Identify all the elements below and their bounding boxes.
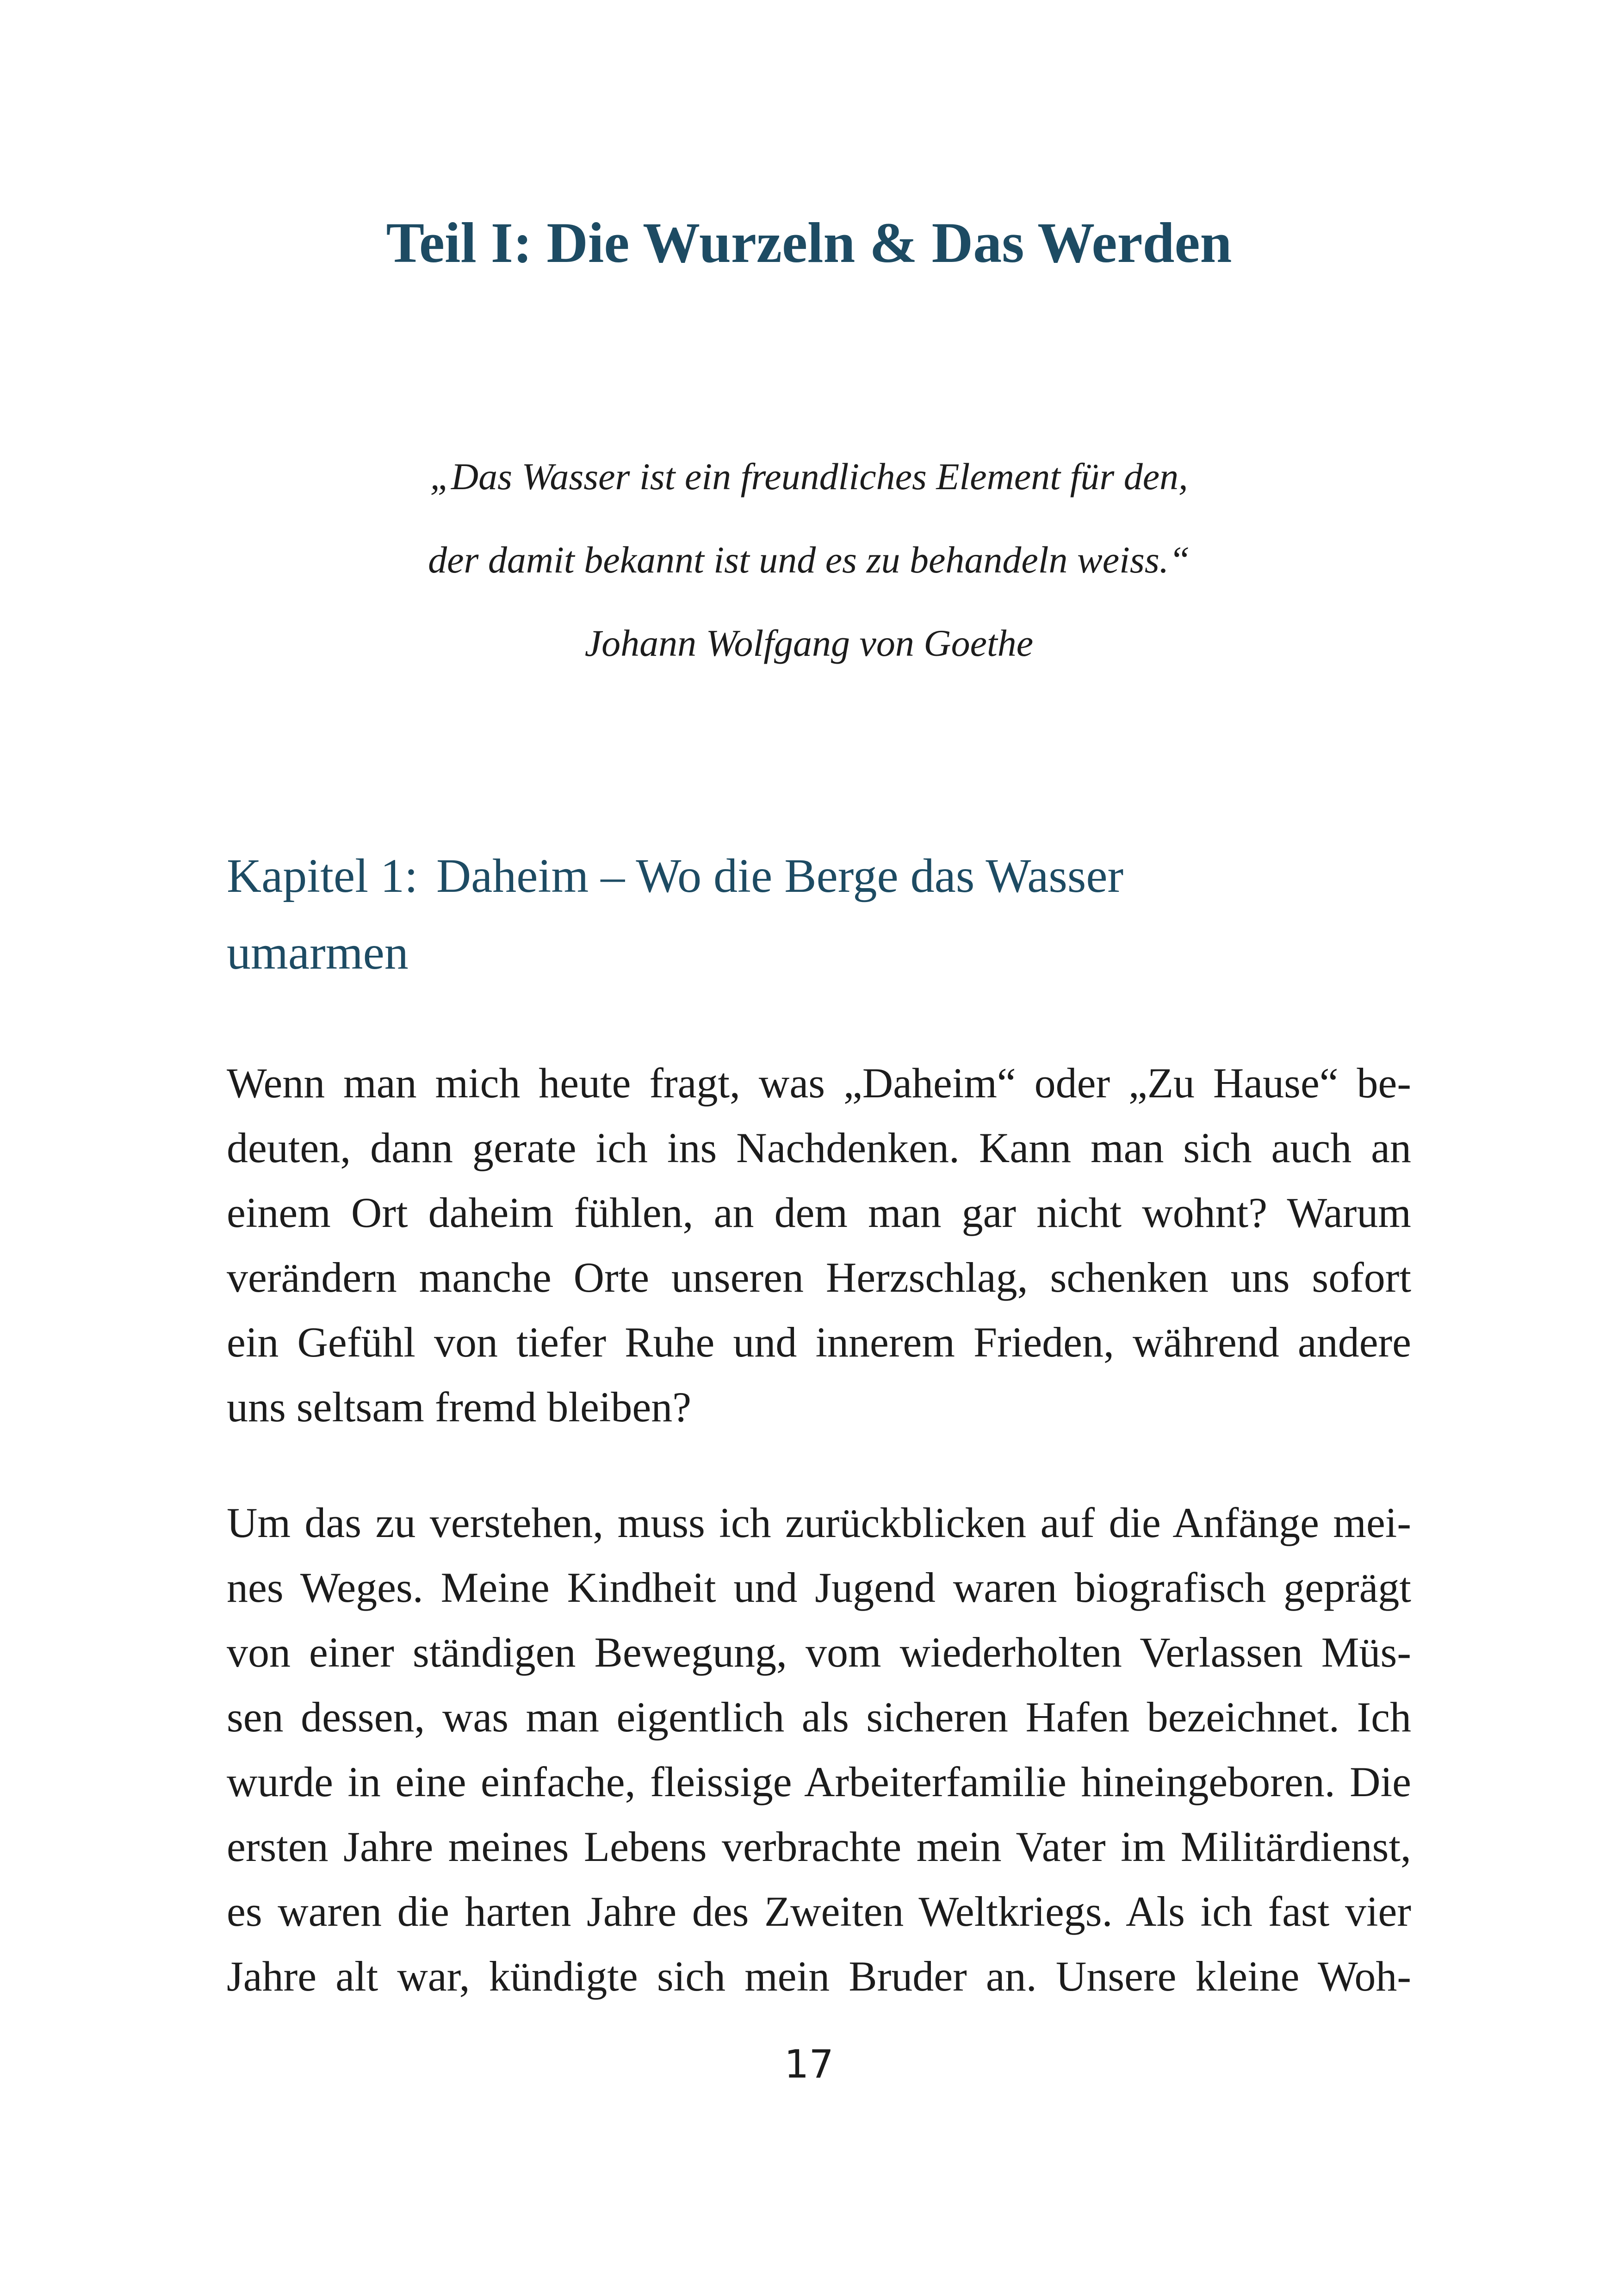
text-line: es waren die harten Jahre des Zweiten Weltkriegs. Als ich fast vier: [227, 1888, 1411, 1935]
epigraph-line-1: „Das Wasser ist ein freundliches Element für den,: [430, 455, 1188, 498]
body-paragraph: [227, 1051, 1411, 1439]
text-line: Um das zu verstehen, muss ich zurückblicken auf die Anfänge mei-: [227, 1499, 1411, 1546]
text-line: nes Weges. Meine Kindheit und Jugend waren biografisch geprägt: [227, 1564, 1411, 1611]
text-line: sen dessen, was man eigentlich als sicheren Hafen bezeichnet. Ich: [227, 1693, 1411, 1741]
text-line: ersten Jahre meines Lebens verbrachte mein Vater im Militärdienst,: [227, 1823, 1411, 1870]
text-line: einem Ort daheim fühlen, an dem man gar nicht wohnt? Warum: [227, 1189, 1411, 1236]
epigraph-line-2: der damit bekannt ist und es zu behandeln weiss.“: [428, 539, 1190, 581]
chapter-title-line-1: Daheim – Wo die Berge das Wasser: [436, 849, 1124, 902]
text-line: deuten, dann gerate ich ins Nachdenken. Kann man sich auch an: [227, 1124, 1411, 1171]
text-line: ein Gefühl von tiefer Ruhe und innerem Frieden, während andere: [227, 1319, 1411, 1366]
chapter-label: Kapitel 1:: [227, 849, 418, 902]
text-line: Wenn man mich heute fragt, was „Daheim“ oder „Zu Hause“ be-: [227, 1059, 1411, 1107]
text-line: verändern manche Orte unseren Herzschlag, schenken uns sofort: [227, 1254, 1411, 1301]
part-title: Teil I: Die Wurzeln & Das Werden: [386, 211, 1232, 274]
text-line: wurde in eine einfache, fleissige Arbeiterfamilie hineingeboren. Die: [227, 1758, 1411, 1805]
chapter-title-line-2: umarmen: [227, 926, 409, 979]
chapter-heading: [227, 838, 1411, 991]
text-line: uns seltsam fremd bleiben?: [227, 1383, 692, 1431]
page-number: 17: [784, 2041, 834, 2087]
text-line: Jahre alt war, kündigte sich mein Bruder an. Unsere kleine Woh-: [227, 1953, 1411, 2000]
text-line: von einer ständigen Bewegung, vom wiederholten Verlassen Müs-: [227, 1629, 1411, 1676]
body-paragraph: [227, 1490, 1411, 2009]
epigraph-author: Johann Wolfgang von Goethe: [584, 622, 1034, 664]
epigraph-quote: [0, 435, 1618, 685]
